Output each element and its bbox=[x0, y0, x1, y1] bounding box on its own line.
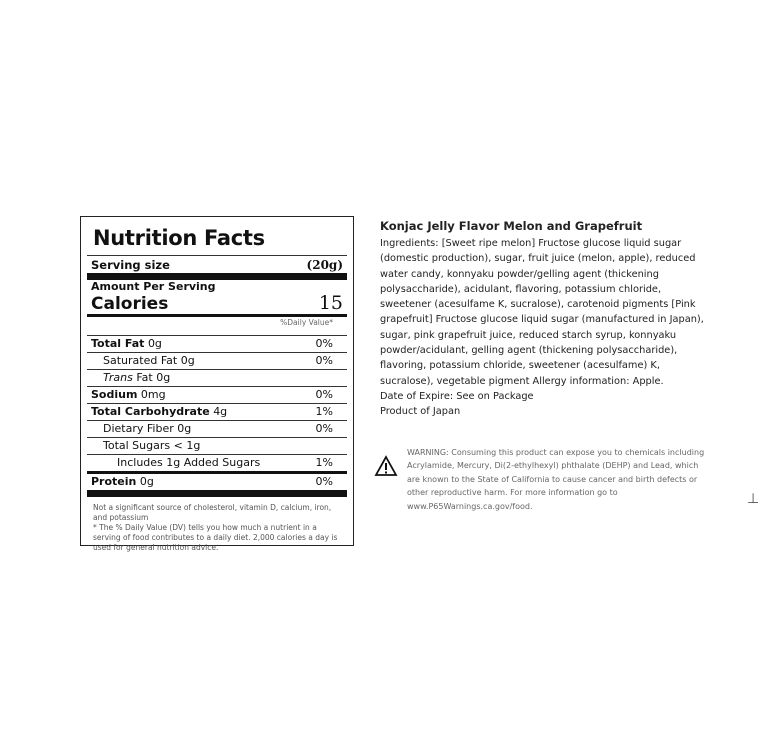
added-sugars-pct: 1% bbox=[315, 456, 333, 469]
expire-text: Date of Expire: See on Package bbox=[380, 390, 534, 402]
footnote-daily-value: * The % Daily Value (DV) tells you how much a nutrient in a serving of food contributes to a daily diet. 2,000 calories a day is used for general nutrition advice. bbox=[93, 523, 338, 552]
product-title: Konjac Jelly Flavor Melon and Grapefruit bbox=[380, 219, 643, 233]
row-trans-fat bbox=[87, 370, 347, 386]
nutrition-facts-panel bbox=[80, 216, 354, 552]
calories-value: 15 bbox=[318, 292, 343, 314]
protein-pct: 0% bbox=[315, 475, 333, 488]
total-carb-pct: 1% bbox=[315, 405, 333, 418]
fiber-amount: 0g bbox=[177, 422, 192, 435]
origin-text: Product of Japan bbox=[380, 406, 461, 418]
calories-row bbox=[87, 293, 347, 314]
protein-label: Protein bbox=[91, 475, 137, 488]
footnote-significant-source: Not a significant source of cholesterol, vitamin D, calcium, iron, and potassium bbox=[93, 503, 332, 522]
sat-fat-amount: 0g bbox=[180, 354, 195, 367]
sodium-pct: 0% bbox=[315, 388, 333, 401]
row-sodium bbox=[87, 387, 347, 403]
sat-fat-label: Saturated Fat bbox=[103, 354, 178, 367]
serving-size-value: (20g) bbox=[306, 258, 343, 272]
sugars-label: Total Sugars bbox=[103, 439, 171, 452]
trans-fat-italic: Trans bbox=[103, 371, 133, 384]
row-saturated-fat bbox=[87, 353, 347, 369]
row-added-sugars bbox=[87, 455, 347, 471]
serving-size-row bbox=[87, 256, 347, 273]
prop65-warning bbox=[373, 446, 708, 513]
nutrition-facts-title: Nutrition Facts bbox=[93, 226, 265, 250]
sodium-label: Sodium bbox=[91, 388, 138, 401]
fiber-pct: 0% bbox=[315, 422, 333, 435]
row-total-carbohydrate bbox=[87, 404, 347, 420]
row-protein bbox=[87, 474, 347, 490]
edge-mark: ⊥ bbox=[747, 491, 759, 507]
total-carb-amount: 4g bbox=[213, 405, 228, 418]
row-total-sugars bbox=[87, 438, 347, 454]
row-dietary-fiber bbox=[87, 421, 347, 437]
protein-amount: 0g bbox=[139, 475, 154, 488]
nutrition-footnotes bbox=[87, 497, 347, 553]
total-fat-amount: 0g bbox=[147, 337, 162, 350]
product-info bbox=[380, 218, 706, 420]
sat-fat-pct: 0% bbox=[315, 354, 333, 367]
trans-fat-label: Fat bbox=[136, 371, 153, 384]
sodium-amount: 0mg bbox=[140, 388, 166, 401]
serving-size-label: Serving size bbox=[91, 258, 170, 272]
fiber-label: Dietary Fiber bbox=[103, 422, 174, 435]
row-total-fat bbox=[87, 336, 347, 352]
amount-per-serving: Amount Per Serving bbox=[91, 280, 216, 293]
total-carb-label: Total Carbohydrate bbox=[91, 405, 210, 418]
sugars-amount: < 1g bbox=[173, 439, 201, 452]
added-sugars-label: Includes 1g Added Sugars bbox=[117, 456, 261, 469]
total-fat-label: Total Fat bbox=[91, 337, 145, 350]
trans-fat-amount: 0g bbox=[156, 371, 171, 384]
total-fat-pct: 0% bbox=[315, 337, 333, 350]
warning-triangle-icon bbox=[375, 456, 397, 476]
calories-label: Calories bbox=[91, 294, 169, 314]
daily-value-header: %Daily Value* bbox=[280, 318, 333, 327]
warning-text: WARNING: Consuming this product can expose you to chemicals including Acrylamide, Mercury, Di(2-ethylhexyl) phthalate (DEHP) and Lead, which are known to the State of California to cause cancer and birth defects or other reproductive harm. For more information go to www.P65Warnings.ca.gov/food. bbox=[407, 448, 705, 511]
ingredients-text: Ingredients: [Sweet ripe melon] Fructose glucose liquid sugar (domestic production), sugar, fruit juice (melon, apple), reduced water candy, konnyaku powder/gelling agent (thickening polysaccharide), acidulant, flavoring, potassium chloride, sweetener (acesulfame K, sucralose), carotenoid pigments [Pink grapefruit] Fructose glucose liquid sugar (manufactured in Japan), sugar, pink grapefruit juice, reduced starch syrup, konnyaku powder/acidulant, gelling agent (thickening polysaccharide), flavoring, potassium chloride, sweetener (acesulfame) K, sucralose), vegetable pigment Allergy information: Apple. bbox=[380, 238, 704, 387]
